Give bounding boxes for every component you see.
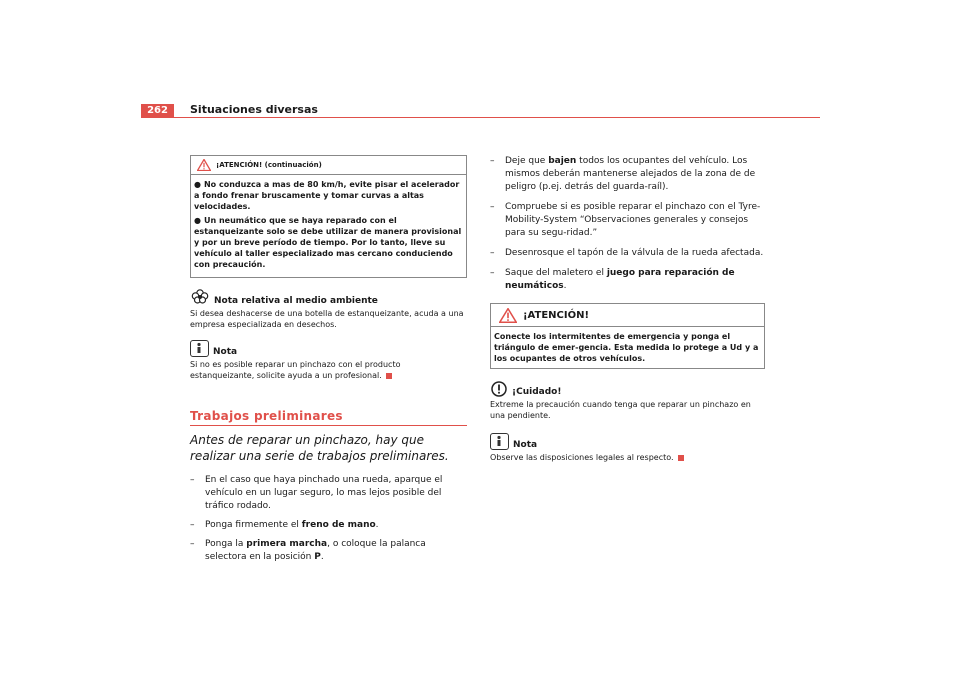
warning-bullet-text: No conduzca a mas de 80 km/h, evite pisar el acelerador a fondo frenar bruscamente y tomar curvas a altas velocidades. xyxy=(194,180,460,211)
header-divider xyxy=(174,117,820,118)
warning-box-body xyxy=(191,175,466,277)
warning-box-header xyxy=(491,304,764,327)
end-of-section-marker xyxy=(678,455,684,461)
end-of-section-marker xyxy=(386,373,392,379)
warning-box-continued xyxy=(190,155,467,278)
step-dash: – xyxy=(490,202,495,212)
env-note-header xyxy=(190,288,467,306)
step-dash: – xyxy=(190,520,195,530)
warning-bullet xyxy=(194,215,463,270)
bullet-dot: ● xyxy=(194,180,201,189)
step-text: Deje que xyxy=(505,156,549,166)
warning-box xyxy=(490,303,765,369)
left-steps-list xyxy=(190,474,467,564)
note-title: Nota xyxy=(213,347,238,357)
section-title: Trabajos preliminares xyxy=(190,409,467,426)
warning-triangle-icon xyxy=(197,159,211,171)
warning-box-title: ¡ATENCIÓN! xyxy=(523,309,590,321)
caution-exclamation-icon xyxy=(490,381,508,397)
info-note-icon xyxy=(190,340,209,357)
page-number: 262 xyxy=(141,104,174,118)
environment-flower-icon xyxy=(190,288,210,306)
step-text: . xyxy=(320,552,324,562)
step-emphasis: freno de mano xyxy=(301,520,376,530)
info-note-icon xyxy=(490,433,509,450)
note-text-content: Si no es posible reparar un pinchazo con el producto estanqueizante, solicite ayuda a un profesional. xyxy=(190,360,401,380)
warning-box-text: Conecte los intermitentes de emergencia y ponga el triángulo de emer-gencia. Esta medida lo protege a Ud y a los ocupantes de otros vehículos. xyxy=(494,332,759,363)
warning-triangle-icon xyxy=(499,308,517,323)
step-text: . xyxy=(375,520,379,530)
caution-title: ¡Cuidado! xyxy=(512,387,562,397)
step-text: . xyxy=(563,281,567,291)
warning-box-header xyxy=(191,156,466,175)
page-title: Situaciones diversas xyxy=(190,103,318,116)
step-text: Compruebe si es posible reparar el pinchazo con el Tyre-Mobility-System “Observaciones generales y consejos para su segu-ridad.” xyxy=(505,202,761,238)
step-dash: – xyxy=(490,156,495,166)
step-emphasis: juego para reparación de neumáticos xyxy=(505,268,735,291)
note-text xyxy=(190,359,467,381)
step-text: Ponga la xyxy=(205,539,247,549)
step-item xyxy=(490,155,765,194)
note-text-content: Observe las disposiciones legales al respecto. xyxy=(490,453,674,462)
step-dash: – xyxy=(190,475,195,485)
step-item xyxy=(490,267,765,293)
caution-header xyxy=(490,381,765,397)
step-emphasis: primera marcha xyxy=(246,539,328,549)
step-emphasis: bajen xyxy=(548,156,577,166)
env-note-title: Nota relativa al medio ambiente xyxy=(214,296,378,306)
step-dash: – xyxy=(190,539,195,549)
step-item xyxy=(490,247,765,260)
step-text: Ponga firmemente el xyxy=(205,520,302,530)
step-emphasis: P xyxy=(314,552,321,562)
note-header xyxy=(490,433,765,450)
step-item xyxy=(190,538,467,564)
env-note-text: Si desea deshacerse de una botella de estanqueizante, acuda a una empresa especializada en desechos. xyxy=(190,309,464,329)
note-header xyxy=(190,340,467,357)
note-title: Nota xyxy=(513,440,538,450)
step-dash: – xyxy=(490,268,495,278)
step-item xyxy=(190,474,467,513)
step-text: , o coloque la palanca selectora en la posición xyxy=(205,539,426,562)
right-column xyxy=(490,155,765,463)
step-text: Saque del maletero el xyxy=(505,268,607,278)
section-intro: Antes de reparar un pinchazo, hay que realizar una serie de trabajos preliminares. xyxy=(190,433,449,463)
step-dash: – xyxy=(490,248,495,258)
note-text xyxy=(490,452,765,463)
step-text: Desenrosque el tapón de la válvula de la rueda afectada. xyxy=(505,248,764,258)
bullet-dot: ● xyxy=(194,216,201,225)
step-text: En el caso que haya pinchado una rueda, aparque el vehículo en un lugar seguro, lo mas lejos posible del tráfico rodado. xyxy=(205,475,443,511)
step-text: todos los ocupantes del vehículo. Los mismos deberán mantenerse alejados de la zona de de peligro (p.ej. detrás del guarda-raíl). xyxy=(505,156,756,192)
caution-text: Extreme la precaución cuando tenga que reparar un pinchazo en una pendiente. xyxy=(490,400,751,420)
left-column xyxy=(190,155,467,570)
warning-bullet-text: Un neumático que se haya reparado con el estanqueizante solo se debe utilizar de manera provisional y por un breve período de tiempo. Por lo tanto, lleve su vehículo al taller especializado mas cercano conduciendo con precaución. xyxy=(194,216,462,269)
warning-bullet xyxy=(194,179,463,212)
warning-box-title: ¡ATENCIÓN! (continuación) xyxy=(216,161,322,169)
step-item xyxy=(490,201,765,240)
step-item xyxy=(190,519,467,532)
